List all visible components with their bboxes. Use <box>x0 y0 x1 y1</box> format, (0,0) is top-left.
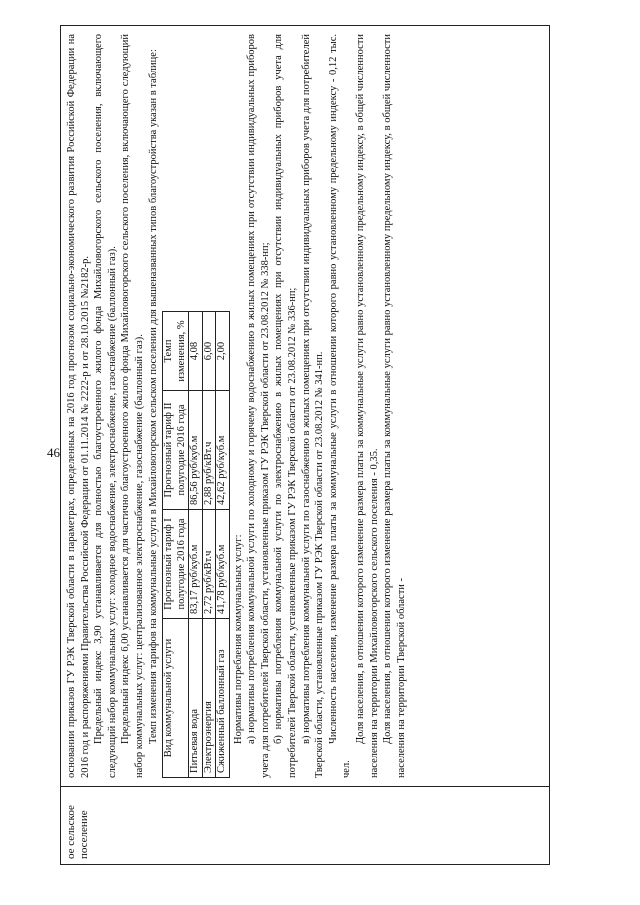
paragraph-population: Численность населения, изменение размера платы за коммунальные услуги в отношении которого равно установленному предельному индексу - 0,12 тыс. чел. <box>327 34 353 778</box>
table-cell: Электроэнергия <box>202 619 216 778</box>
paragraph-share-settlement: Доля населения, в отношении которого изменение размера платы за коммунальные услуги равно установленному предельному индексу, в общей численности населения на территории Михайловогорского сельского поселения - 0,35. <box>355 34 380 778</box>
table-header-row <box>163 312 189 778</box>
tariff-table <box>162 311 230 778</box>
table-row <box>216 312 230 778</box>
table-row <box>189 312 203 778</box>
table-header-cell: Вид коммунальной услуги <box>163 619 189 778</box>
table-header-cell: Прогнозный тариф I полугодие 2016 года <box>163 510 189 619</box>
paragraph-index-390: Предельный индекс 3,90 устанавливается для полностью благоустроенного жилого фонда Михайловогорского сельского поселения, включающего следующий набор коммунальных услуг: холодное водоснабжение, электроснабжение, газоснабжение (баллонный газ). <box>93 34 118 778</box>
table-cell: 2,00 <box>216 312 230 391</box>
table-cell: 41,78 руб/куб.м <box>216 510 230 619</box>
paragraph-norm-water: а) нормативы потребления коммунальной услуги по холодному и горячему водоснабжению в жилых помещениях при отсутствии индивидуальных приборов учета для потребителей Тверской области, установленные приказом ГУ РЭК Тверской области от 23.08.2012 № 338-нп; <box>246 34 271 778</box>
paragraph-table-intro: Темп изменения тарифов на коммунальные услуги в Михайловогорском сельском поселении для вышеназванных типов благоустройства указан в таблице: <box>147 49 159 744</box>
table-cell: 42,62 руб/куб.м <box>216 391 230 510</box>
paragraph-intro: основании приказов ГУ РЭК Тверской области в параметрах, определенных на 2016 год прогнозом социально-экономического развития Российской Федерации на 2016 год и распоряжениями Правительства Российской Федерации от 01.11.2014 № 2222-р и от 28.10.2015 №2182-р. <box>66 34 91 778</box>
table-cell: 86,56 руб/куб.м <box>189 391 203 510</box>
table-header-cell: Темп изменения, % <box>163 312 189 391</box>
table-cell: Питьевая вода <box>189 619 203 778</box>
content-cell <box>61 26 549 786</box>
settlement-cell: ое сельское поселение <box>61 786 549 864</box>
page-number: 46 <box>47 445 60 460</box>
paragraph-share-region: Доля населения, в отношении которого изменение размера платы за коммунальные услуги равно установленному предельному индексу, в общей численности населения на территории Тверской области - <box>382 34 407 778</box>
table-cell: 6,00 <box>202 312 216 391</box>
table-cell: Сжиженный баллонный газ <box>216 619 230 778</box>
document-table-sheet <box>60 25 550 865</box>
paragraph-norm-gas: в) нормативы потребления коммунальной услуги по газоснабжению в жилых помещениях при отсутствии индивидуальных приборов учета для потребителей Тверской области, установленные приказом ГУ РЭК Тверской области от 23.08.2012 № 341-нп. <box>300 34 326 778</box>
paragraph-norm-electricity: б) нормативы потребления коммунальной услуги по электроснабжению в жилых помещениях при отсутствии индивидуальных приборов учета для потребителей Тверской области, установленные приказом ГУ РЭК Тверской области от 23.08.2012 № 336-нп; <box>273 34 299 778</box>
paragraph-index-600: Предельный индекс 6,00 устанавливается для частично благоустроенного жилого фонда Михайловогорского сельского поселения, включающего следующий набор коммунальных услуг: централизованное электроснабжение, газоснабжение (баллонный газ). <box>120 34 145 778</box>
paragraph-norms-heading: Нормативы потребления коммунальных услуг: <box>232 534 244 744</box>
table-cell: 2,72 руб/кВт.ч <box>202 510 216 619</box>
table-row <box>202 312 216 778</box>
table-cell: 83,17 руб/куб.м <box>189 510 203 619</box>
table-cell: 4,08 <box>189 312 203 391</box>
table-cell: 2,88 руб/кВт.ч <box>202 391 216 510</box>
table-header-cell: Прогнозный тариф II полугодие 2016 года <box>163 391 189 510</box>
